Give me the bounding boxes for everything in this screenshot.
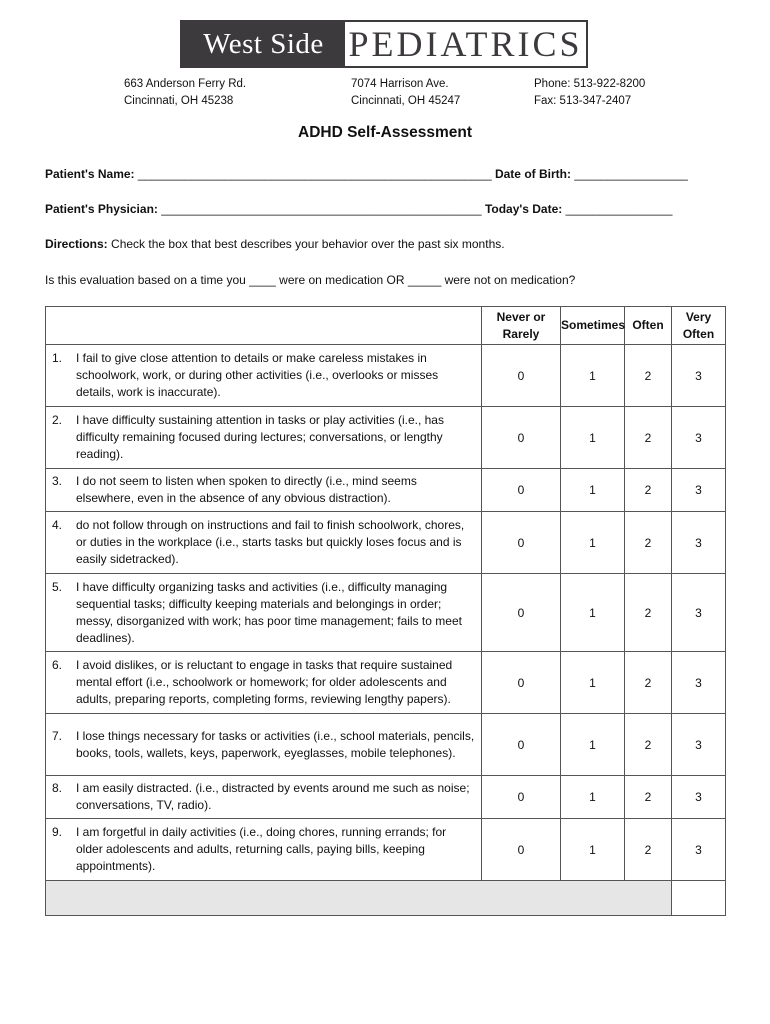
medication-question: Is this evaluation based on a time you ____ were on medication OR _____ were not on medication? xyxy=(45,273,576,287)
address-line: 7074 Harrison Ave. xyxy=(351,78,449,90)
score-often-box[interactable]: 2 xyxy=(625,819,672,881)
address-anderson xyxy=(124,76,246,110)
score-never-rarely-box[interactable]: 0 xyxy=(482,574,561,652)
table-row xyxy=(46,512,726,574)
patient-name-label: Patient's Name: xyxy=(45,167,135,181)
score-never-rarely-box[interactable]: 0 xyxy=(482,714,561,776)
table-row xyxy=(46,574,726,652)
score-often-box[interactable]: 2 xyxy=(625,512,672,574)
score-very-often-box[interactable]: 3 xyxy=(672,652,726,714)
score-sometimes-box[interactable]: 1 xyxy=(561,469,625,512)
item-number: 3. xyxy=(52,474,63,488)
page-title: ADHD Self-Assessment xyxy=(298,124,472,141)
item-number: 5. xyxy=(52,579,63,594)
item-number: 9. xyxy=(52,825,63,839)
score-often-box[interactable]: 2 xyxy=(625,407,672,469)
table-body xyxy=(46,345,726,916)
physician-field[interactable]: ________________________________________________ xyxy=(161,202,482,216)
item-text: I am forgetful in daily activities (i.e., doing chores, running errands; for older adolescents and adults, returning calls, paying bills, keeping appointments). xyxy=(76,825,447,873)
table-row xyxy=(46,776,726,819)
logo-pediatrics: PEDIATRICS xyxy=(345,22,586,66)
score-sometimes-box[interactable]: 1 xyxy=(561,574,625,652)
item-number: 6. xyxy=(52,658,63,672)
item-number: 1. xyxy=(52,351,63,365)
score-never-rarely-box[interactable]: 0 xyxy=(482,512,561,574)
score-never-rarely-box[interactable]: 0 xyxy=(482,469,561,512)
item-number: 2. xyxy=(52,413,63,427)
score-very-often-box[interactable]: 3 xyxy=(672,512,726,574)
header-item-blank xyxy=(46,307,482,345)
item-cell xyxy=(46,652,482,714)
score-never-rarely-box[interactable]: 0 xyxy=(482,819,561,881)
score-very-often-box[interactable]: 3 xyxy=(672,407,726,469)
item-text: I have difficulty sustaining attention in tasks or play activities (i.e., has difficulty remaining focused during lectures; conversations, or lengthy reading). xyxy=(76,413,444,461)
item-text: I fail to give close attention to details or make careless mistakes in schoolwork, work, or during other activities (i.e., overlooks or misses details, work is inaccurate). xyxy=(76,351,439,399)
fax-number: Fax: 513-347-2407 xyxy=(534,95,632,107)
item-cell xyxy=(46,407,482,469)
score-never-rarely-box[interactable]: 0 xyxy=(482,652,561,714)
score-very-often-box[interactable]: 3 xyxy=(672,819,726,881)
physician-label: Patient's Physician: xyxy=(45,202,158,216)
address-line: Cincinnati, OH 45247 xyxy=(351,95,461,107)
item-text: I lose things necessary for tasks or activities (i.e., school materials, pencils, books, tools, wallets, keys, paperwork, eyeglasses, mobile telephones). xyxy=(76,728,475,760)
header-very-often: Very Often xyxy=(672,307,726,345)
directions xyxy=(45,237,505,251)
item-cell xyxy=(46,574,482,652)
header-sometimes: Sometimes xyxy=(561,307,625,345)
score-very-often-box[interactable]: 3 xyxy=(672,776,726,819)
score-very-often-box[interactable]: 3 xyxy=(672,714,726,776)
item-text: I avoid dislikes, or is reluctant to engage in tasks that require sustained mental effort (i.e., schoolwork or homework; for older adolescents and adults, preparing reports, completing forms, reviewing lengthy papers). xyxy=(76,658,453,706)
table-total-row xyxy=(46,881,726,916)
item-cell xyxy=(46,714,482,776)
score-often-box[interactable]: 2 xyxy=(625,469,672,512)
item-number: 8. xyxy=(52,781,63,795)
score-often-box[interactable]: 2 xyxy=(625,574,672,652)
patient-name-row xyxy=(45,167,725,181)
header-never-rarely: Never or Rarely xyxy=(482,307,561,345)
item-cell xyxy=(46,819,482,881)
assessment-table xyxy=(45,306,726,916)
score-never-rarely-box[interactable]: 0 xyxy=(482,407,561,469)
score-often-box[interactable]: 2 xyxy=(625,776,672,819)
score-sometimes-box[interactable]: 1 xyxy=(561,512,625,574)
table-row xyxy=(46,652,726,714)
item-text: I do not seem to listen when spoken to directly (i.e., mind seems elsewhere, even in the absence of any obvious distraction). xyxy=(76,474,417,505)
directions-label: Directions: xyxy=(45,237,108,251)
address-line: Cincinnati, OH 45238 xyxy=(124,95,234,107)
score-very-often-box[interactable]: 3 xyxy=(672,469,726,512)
today-date-label: Today's Date: xyxy=(484,202,563,216)
header-often: Often xyxy=(625,307,672,345)
score-often-box[interactable]: 2 xyxy=(625,345,672,407)
shaded-cell xyxy=(46,881,672,916)
contact-info xyxy=(534,76,645,110)
address-harrison xyxy=(351,76,460,110)
score-sometimes-box[interactable]: 1 xyxy=(561,407,625,469)
score-never-rarely-box[interactable]: 0 xyxy=(482,776,561,819)
item-cell xyxy=(46,345,482,407)
item-text: I have difficulty organizing tasks and activities (i.e., difficulty managing sequential tasks; difficulty keeping materials and belongings in order; messy, disorganized with work; has poor time management; fails to meet deadlines). xyxy=(76,579,462,645)
table-row xyxy=(46,819,726,881)
table-header-row xyxy=(46,307,726,345)
total-score-box[interactable] xyxy=(672,881,726,916)
score-sometimes-box[interactable]: 1 xyxy=(561,819,625,881)
item-cell xyxy=(46,776,482,819)
score-sometimes-box[interactable]: 1 xyxy=(561,652,625,714)
item-cell xyxy=(46,469,482,512)
item-number: 7. xyxy=(52,728,63,743)
logo-west-side: West Side xyxy=(182,22,345,66)
score-sometimes-box[interactable]: 1 xyxy=(561,776,625,819)
phone-number: Phone: 513-922-8200 xyxy=(534,78,646,90)
item-cell xyxy=(46,512,482,574)
dob-field[interactable]: _________________ xyxy=(574,167,688,181)
score-often-box[interactable]: 2 xyxy=(625,714,672,776)
table-row xyxy=(46,345,726,407)
score-sometimes-box[interactable]: 1 xyxy=(561,714,625,776)
score-often-box[interactable]: 2 xyxy=(625,652,672,714)
score-very-often-box[interactable]: 3 xyxy=(672,345,726,407)
item-text: do not follow through on instructions and fail to finish schoolwork, chores, or duties in the workplace (i.e., starts tasks but quickly loses focus and is easily sidetracked). xyxy=(76,518,465,566)
today-date-field[interactable]: ________________ xyxy=(565,202,673,216)
patient-name-field[interactable]: _____________________________________________________ xyxy=(137,167,492,181)
physician-row xyxy=(45,202,725,216)
table-row xyxy=(46,407,726,469)
score-never-rarely-box[interactable]: 0 xyxy=(482,345,561,407)
directions-text: Check the box that best describes your behavior over the past six months. xyxy=(111,237,505,251)
score-sometimes-box[interactable]: 1 xyxy=(561,345,625,407)
dob-label: Date of Birth: xyxy=(494,167,571,181)
address-line: 663 Anderson Ferry Rd. xyxy=(124,78,247,90)
table-row xyxy=(46,469,726,512)
practice-logo xyxy=(180,20,588,68)
item-text: I am easily distracted. (i.e., distracted by events around me such as noise; conversations, TV, radio). xyxy=(76,781,470,812)
item-number: 4. xyxy=(52,518,63,532)
score-very-often-box[interactable]: 3 xyxy=(672,574,726,652)
table-row xyxy=(46,714,726,776)
